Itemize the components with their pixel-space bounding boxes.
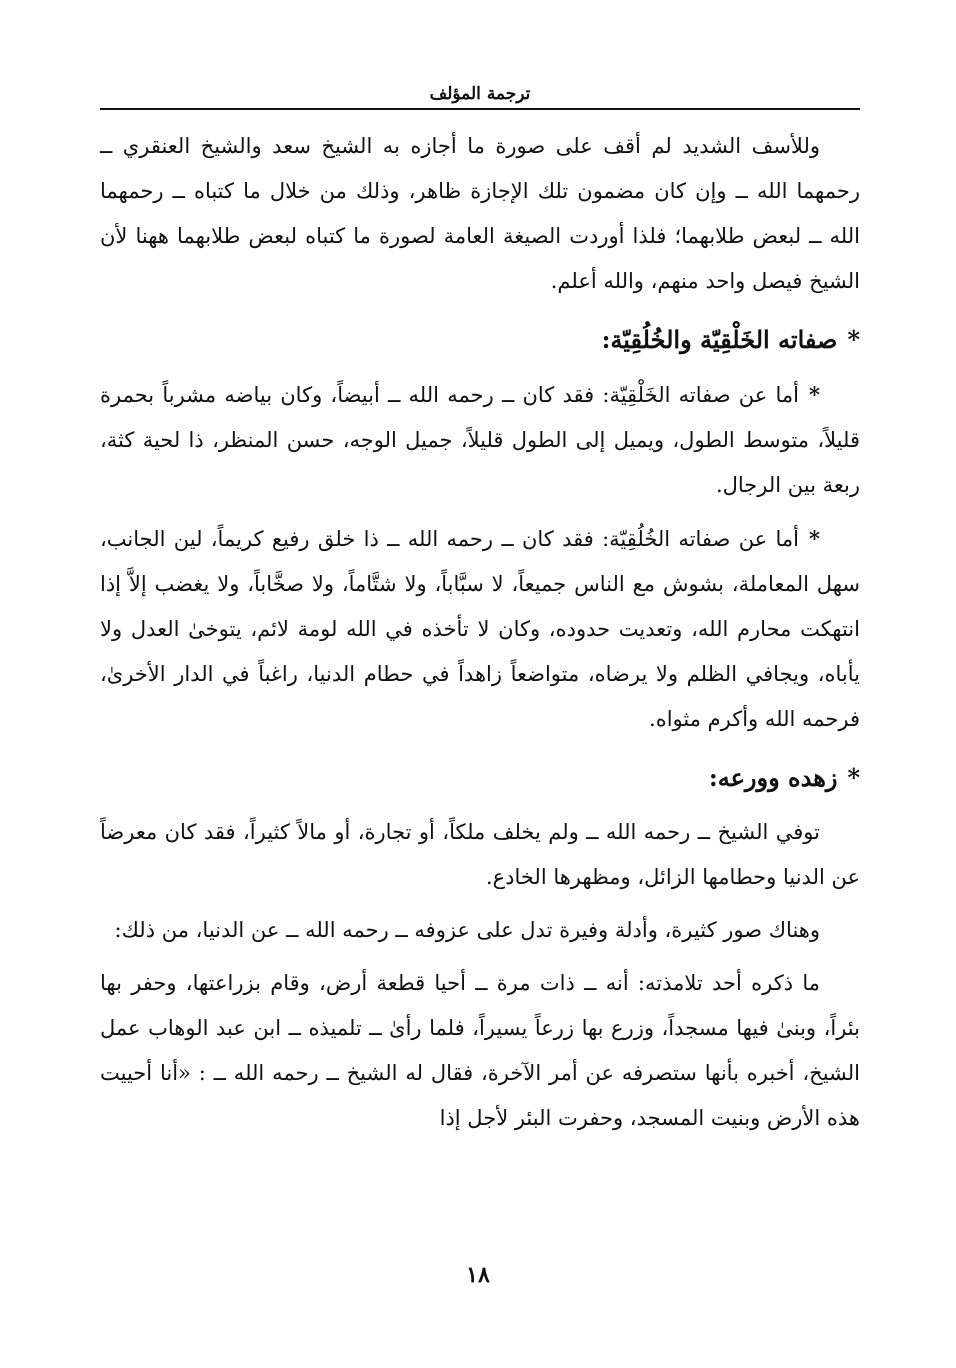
moral-attributes-paragraph bbox=[100, 516, 860, 742]
asceticism-heading-text: زهده وورعه: bbox=[708, 763, 838, 792]
moral-attributes-text: أما عن صفاته الخُلُقِيّة: فقد كان ــ رحمه الله ــ ذا خلق رفيع كريماً، لين الجانب، سهل المعاملة، بشوش مع الناس جميعاً، لا سبَّاباً، ولا شتَّاماً، ولا صخَّاباً، ولا يغضب إلاَّ إذا انتهكت محارم الله، وتعديت حدوده، وكان لا تأخذه في الله لومة لائم، يتوخىٰ العدل ولا يأباه، ويجافي الظلم ولا يرضاه، متواضعاً زاهداً في حطام الدنيا، راغباً في الدار الأخرىٰ، فرحمه الله وأكرم مثواه. bbox=[100, 527, 860, 731]
page-number: ١٨ bbox=[466, 1262, 490, 1288]
physical-attributes-paragraph bbox=[100, 372, 860, 508]
asceticism-heading bbox=[100, 756, 860, 800]
document-page bbox=[100, 80, 860, 1310]
star-marker-icon: * bbox=[809, 382, 820, 407]
star-marker-icon: * bbox=[809, 526, 820, 551]
physical-attributes-text: أما عن صفاته الخَلْقِيّة: فقد كان ــ رحمه الله ــ أبيضاً، وكان بياضه مشرباً بحمرة قليلاً، متوسط الطول، ويميل إلى الطول قليلاً، جميل الوجه، حسن المنظر، ذا لحية كثة، ربعة بين الرجال. bbox=[100, 383, 860, 497]
asceticism-paragraph-3: ما ذكره أحد تلامذته: أنه ــ ذات مرة ــ أحيا قطعة أرض، وقام بزراعتها، وحفر بها بئراً، وبنىٰ فيها مسجداً، وزرع بها زرعاً يسيراً، فلما رأىٰ ــ تلميذه ــ ابن عبد الوهاب عمل الشيخ، أخبره بأنها ستصرفه عن أمر الآخرة، فقال له الشيخ ــ رحمه الله ــ : «أنا أحييت هذه الأرض وبنيت المسجد، وحفرت البئر لأجل إذا bbox=[100, 971, 860, 1130]
asceticism-paragraph-1: توفي الشيخ ــ رحمه الله ــ ولم يخلف ملكاً، أو تجارة، أو مالاً كثيراً، فقد كان معرضاً عن الدنيا وحطامها الزائل، ومظهرها الخادع. bbox=[100, 820, 860, 889]
star-marker-icon: * bbox=[847, 763, 860, 792]
star-marker-icon: * bbox=[847, 325, 860, 354]
running-header-title: ترجمة المؤلف bbox=[100, 80, 860, 110]
attributes-heading-text: صفاته الخَلْقِيّة والخُلُقِيّة: bbox=[601, 325, 838, 354]
asceticism-paragraph-2: وهناك صور كثيرة، وأدلة وفيرة تدل على عزوفه ــ رحمه الله ــ عن الدنيا، من ذلك: bbox=[114, 918, 820, 942]
intro-paragraph: وللأسف الشديد لم أقف على صورة ما أجازه به الشيخ سعد والشيخ العنقري ــ رحمهما الله ــ وإن كان مضمون تلك الإجازة ظاهر، وذلك من خلال ما كتباه ــ رحمهما الله ــ لبعض طلابهما؛ فلذا أوردت الصيغة العامة لصورة ما كتباه لبعض طلابهما ههنا لأن الشيخ فيصل واحد منهم، والله أعلم. bbox=[100, 134, 860, 293]
attributes-heading bbox=[100, 318, 860, 362]
